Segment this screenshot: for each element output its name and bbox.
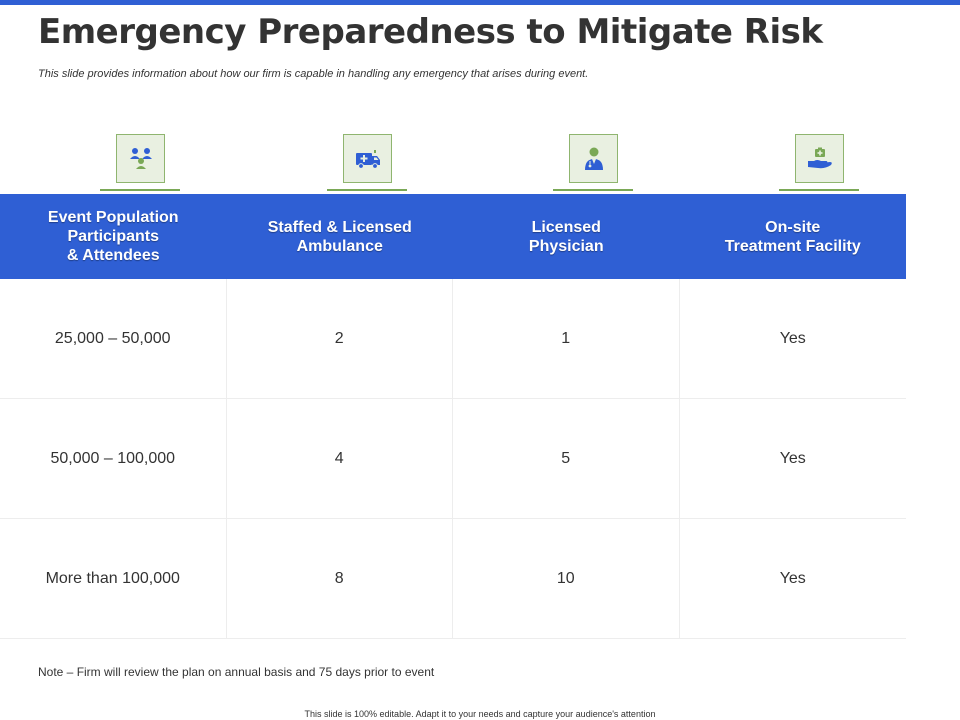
page-title: Emergency Preparedness to Mitigate Risk (38, 12, 823, 52)
table-row (0, 279, 906, 399)
icon-underline (553, 189, 633, 191)
icon-underline (327, 189, 407, 191)
cell-ambulance: 4 (227, 399, 454, 518)
medical-hand-icon (795, 134, 844, 183)
cell-population: 50,000 – 100,000 (0, 399, 227, 518)
header-treatment: On-site Treatment Facility (724, 218, 861, 255)
icon-slot-treatment (779, 134, 859, 192)
header-ambulance: Staffed & Licensed Ambulance (267, 218, 412, 255)
cell-physician: 1 (453, 279, 680, 398)
cell-treatment: Yes (779, 569, 806, 587)
cell-population: More than 100,000 (0, 519, 227, 638)
icon-underline (100, 189, 180, 191)
people-group-icon (116, 134, 165, 183)
header-physician: Licensed Physician (528, 218, 604, 255)
icon-slot-population (100, 134, 180, 192)
physician-icon (569, 134, 618, 183)
cell-ambulance: 8 (227, 519, 454, 638)
header-population: Event Population Participants & Attendees (47, 209, 179, 264)
footer-text: This slide is 100% editable. Adapt it to your needs and capture your audience's attention (304, 709, 656, 719)
table-header-row (0, 194, 906, 279)
cell-physician: 5 (453, 399, 680, 518)
icon-slot-physician (553, 134, 633, 192)
cell-ambulance: 2 (227, 279, 454, 398)
icon-slot-ambulance (327, 134, 407, 192)
cell-treatment: Yes (779, 329, 806, 347)
preparedness-table (0, 194, 906, 639)
cell-physician: 10 (453, 519, 680, 638)
header-icon-row (0, 134, 906, 192)
review-note: Note – Firm will review the plan on annual basis and 75 days prior to event (38, 665, 435, 679)
top-accent-bar (0, 0, 960, 5)
page-subtitle: This slide provides information about how our firm is capable in handling any emergency that arises during event. (38, 68, 589, 80)
cell-treatment: Yes (779, 449, 806, 467)
cell-population: 25,000 – 50,000 (0, 279, 227, 398)
table-row (0, 399, 906, 519)
table-row (0, 519, 906, 639)
ambulance-icon (343, 134, 392, 183)
icon-underline (779, 189, 859, 191)
